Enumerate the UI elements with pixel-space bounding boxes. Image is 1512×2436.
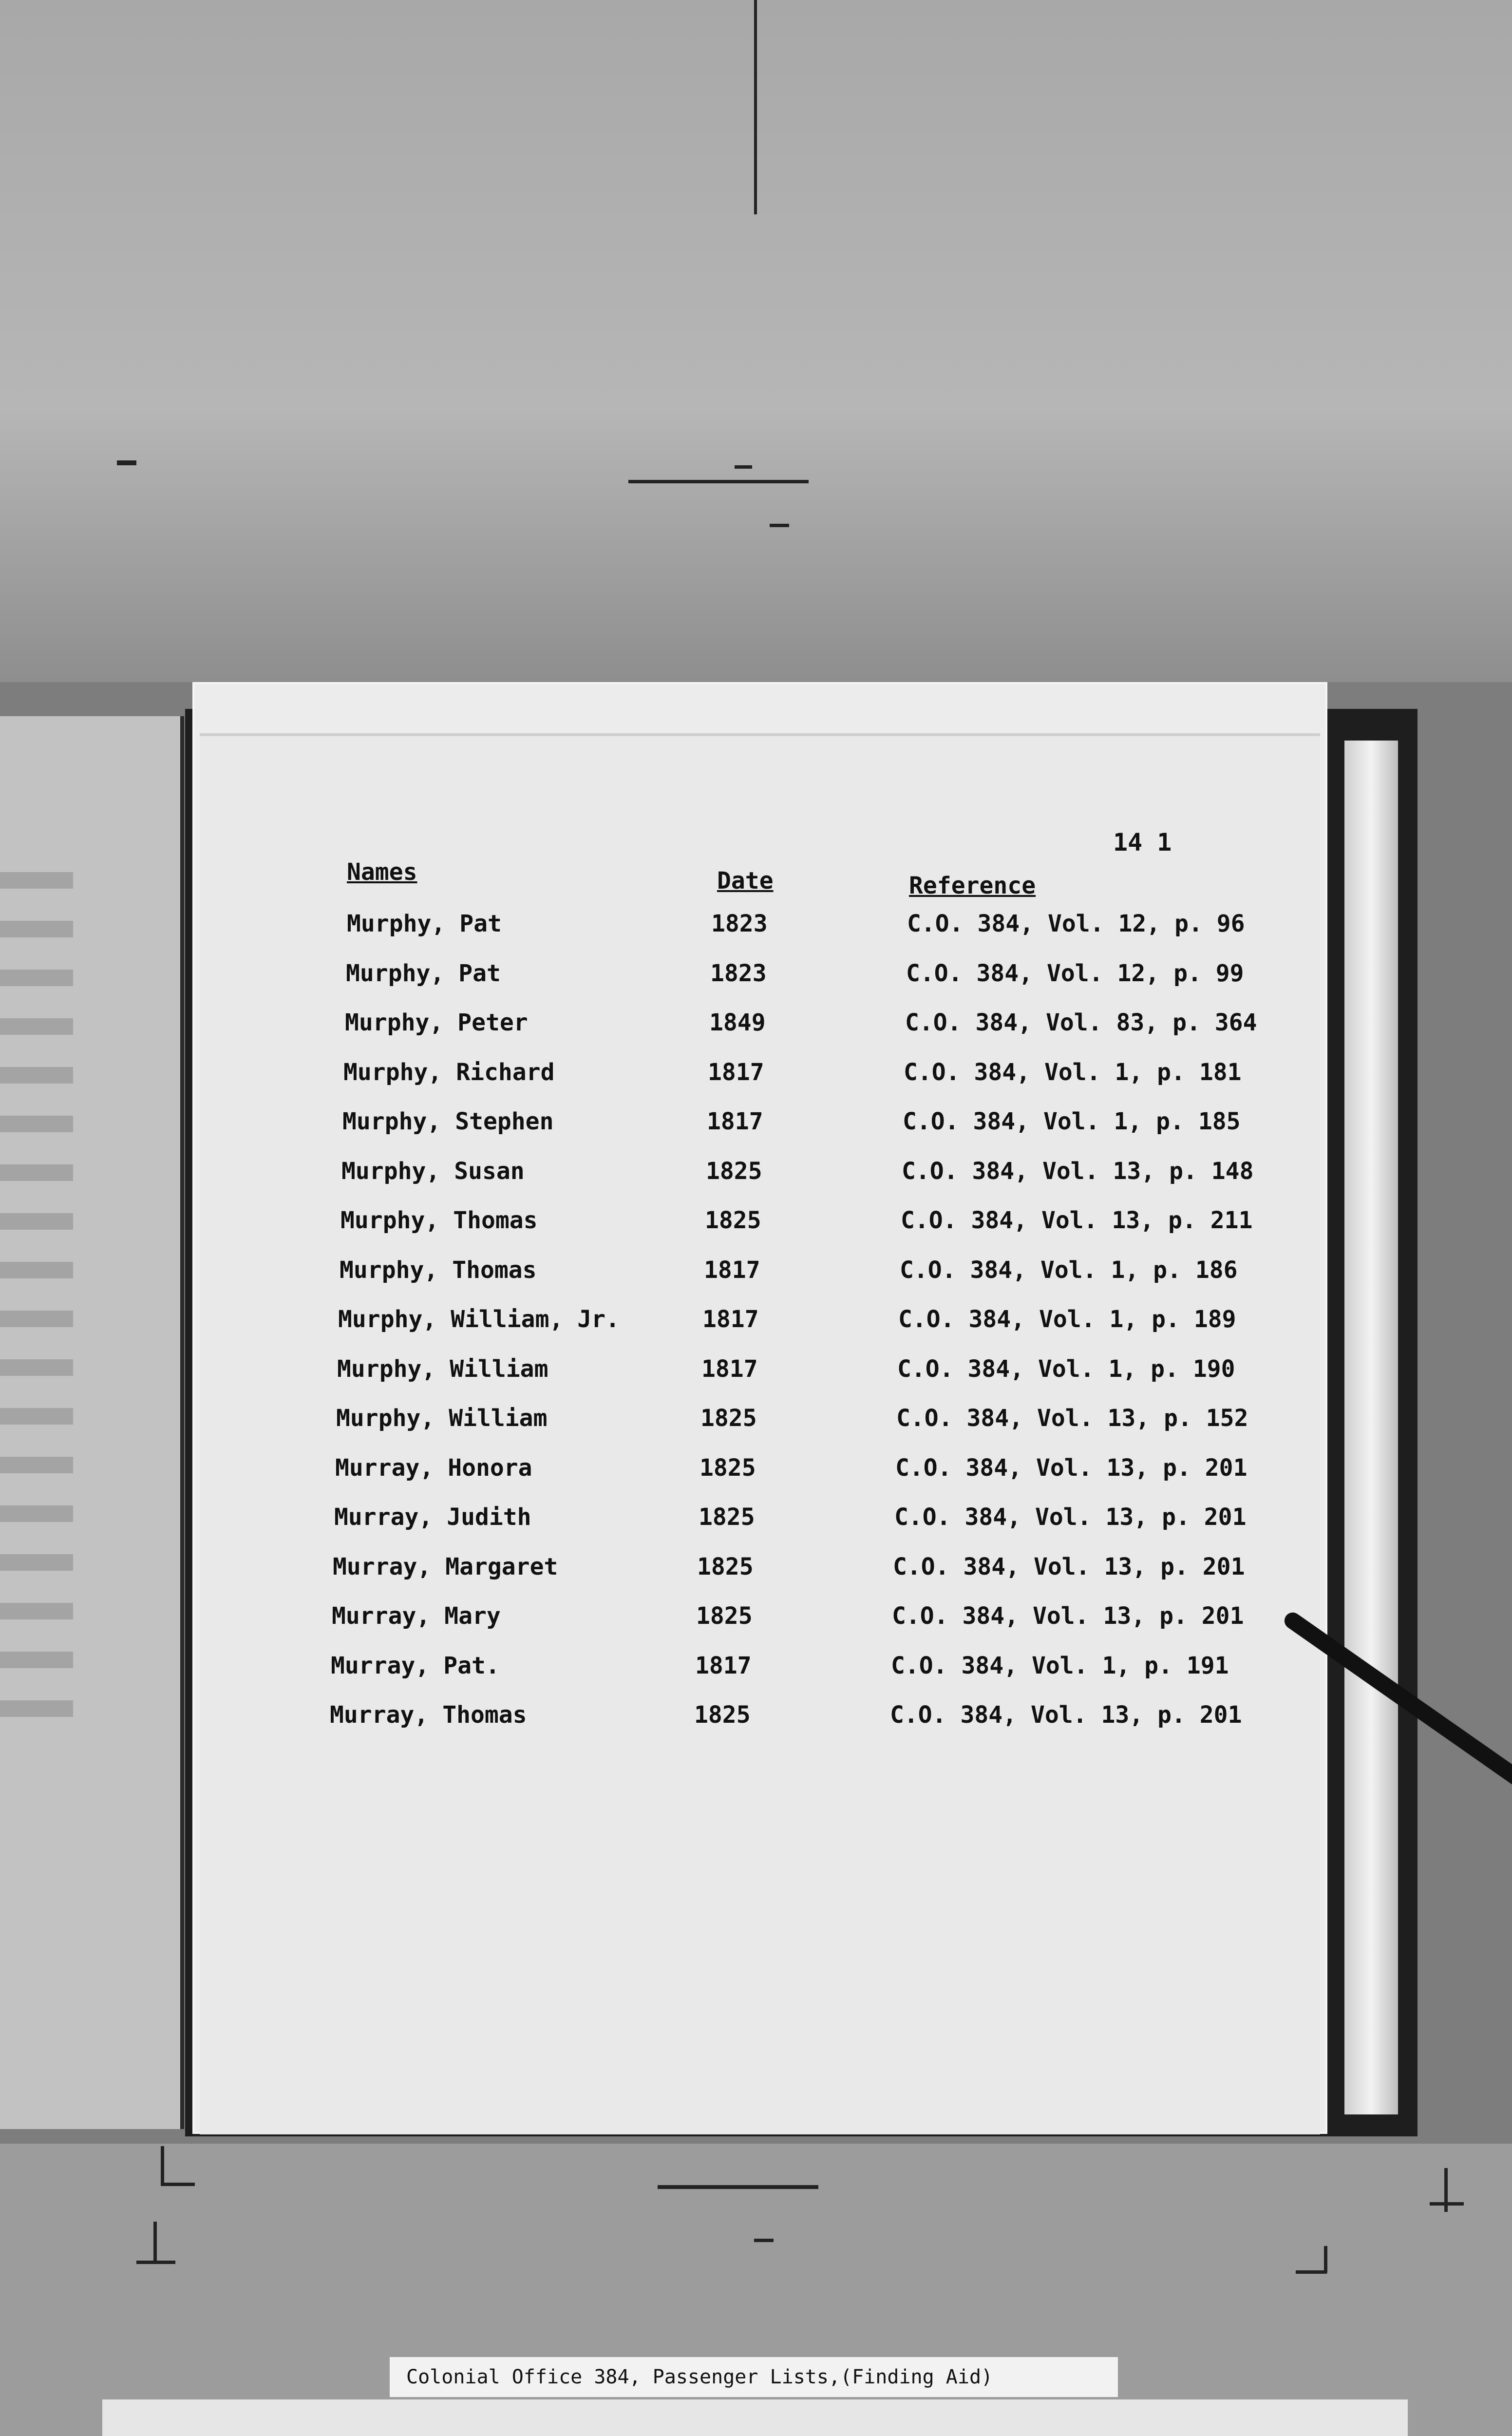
faded-text-line [0,1018,73,1035]
entry-date: 1825 [699,1454,756,1482]
registration-mark [153,2222,157,2263]
registration-mark [754,0,757,214]
faded-text-line [0,1505,73,1522]
entry-reference: C.O. 384, Vol. 13, p. 201 [892,1602,1244,1630]
faded-text-line [0,1457,73,1473]
entry-name: Murray, Margaret [333,1553,558,1580]
faded-text-line [0,1603,73,1619]
registration-mark [161,2146,164,2185]
faded-text-line [0,1700,73,1717]
registration-mark [735,465,752,469]
entry-name: Murphy, William, Jr. [338,1306,620,1333]
faded-text-line [0,1213,73,1230]
entry-date: 1817 [704,1256,760,1284]
caption-label: Colonial Office 384, Passenger Lists,(Finding Aid) [390,2357,1118,2397]
entry-name: Murray, Judith [334,1503,531,1531]
entry-reference: C.O. 384, Vol. 13, p. 152 [896,1405,1248,1432]
entry-reference: C.O. 384, Vol. 12, p. 96 [907,910,1245,937]
entry-reference: C.O. 384, Vol. 12, p. 99 [906,960,1244,987]
faded-text-line [0,970,73,986]
entry-name: Murray, Pat. [331,1652,500,1679]
entry-date: 1823 [711,910,768,937]
entry-reference: C.O. 384, Vol. 13, p. 211 [901,1207,1253,1234]
column-header-names: Names [347,858,417,886]
entry-name: Murphy, William [337,1355,548,1383]
entry-name: Murray, Honora [335,1454,532,1482]
entry-reference: C.O. 384, Vol. 1, p. 189 [898,1306,1236,1333]
entry-date: 1825 [700,1405,757,1432]
entry-reference: C.O. 384, Vol. 1, p. 191 [891,1652,1229,1679]
entry-name: Murphy, Stephen [342,1108,554,1135]
faded-text-line [0,1116,73,1132]
entry-reference: C.O. 384, Vol. 13, p. 201 [890,1701,1242,1729]
faded-text-line [0,872,73,889]
registration-mark [1296,2270,1327,2274]
entry-date: 1825 [696,1602,753,1630]
left-facing-page [0,716,184,2129]
entry-name: Murphy, Richard [343,1059,555,1086]
entry-date: 1817 [707,1108,763,1135]
entry-date: 1823 [710,960,767,987]
entry-name: Murphy, Peter [345,1009,528,1036]
entry-date: 1849 [709,1009,766,1036]
registration-mark [658,2185,818,2189]
entry-name: Murray, Thomas [330,1701,527,1729]
page-stack-edge [1344,741,1398,2114]
faded-text-line [0,1164,73,1181]
registration-mark [770,524,789,527]
document-page-sheet [200,733,1320,2134]
entry-reference: C.O. 384, Vol. 13, p. 201 [894,1503,1247,1531]
faded-text-line [0,1262,73,1278]
entry-name: Murphy, Pat [347,910,502,937]
page-number: 14 1 [1113,828,1172,856]
entry-name: Murphy, William [336,1405,548,1432]
entry-name: Murphy, Susan [341,1158,525,1185]
entry-date: 1817 [701,1355,758,1383]
entry-date: 1825 [699,1503,755,1531]
registration-mark [161,2183,195,2186]
entry-date: 1817 [708,1059,764,1086]
entry-date: 1825 [694,1701,751,1729]
archives-stamp [102,2399,1408,2436]
entry-date: 1825 [706,1158,762,1185]
faded-text-line [0,1311,73,1327]
registration-mark [754,2239,774,2242]
faded-text-line [0,1408,73,1425]
entry-reference: C.O. 384, Vol. 13, p. 201 [895,1454,1247,1482]
faded-text-line [0,1652,73,1668]
entry-reference: C.O. 384, Vol. 13, p. 148 [902,1158,1254,1185]
entry-reference: C.O. 384, Vol. 1, p. 181 [904,1059,1242,1086]
faded-text-line [0,1554,73,1571]
entry-name: Murphy, Pat [346,960,501,987]
registration-mark [1324,2246,1327,2273]
column-header-date: Date [717,867,774,894]
registration-mark [628,480,809,483]
registration-mark [1430,2202,1464,2206]
entry-reference: C.O. 384, Vol. 1, p. 186 [900,1256,1238,1284]
entry-reference: C.O. 384, Vol. 83, p. 364 [905,1009,1257,1036]
entry-reference: C.O. 384, Vol. 13, p. 201 [893,1553,1245,1580]
faded-text-line [0,921,73,937]
faded-text-line [0,1067,73,1084]
entry-name: Murphy, Thomas [340,1256,537,1284]
entry-name: Murphy, Thomas [340,1207,538,1234]
faded-text-line [0,1359,73,1376]
entry-date: 1825 [697,1553,754,1580]
registration-mark [117,460,136,465]
entry-reference: C.O. 384, Vol. 1, p. 190 [897,1355,1235,1383]
column-header-reference: Reference [909,872,1036,899]
entry-name: Murray, Mary [332,1602,501,1630]
entry-reference: C.O. 384, Vol. 1, p. 185 [903,1108,1241,1135]
entry-date: 1817 [695,1652,752,1679]
entry-date: 1825 [705,1207,761,1234]
registration-mark [136,2261,175,2264]
entry-date: 1817 [702,1306,759,1333]
